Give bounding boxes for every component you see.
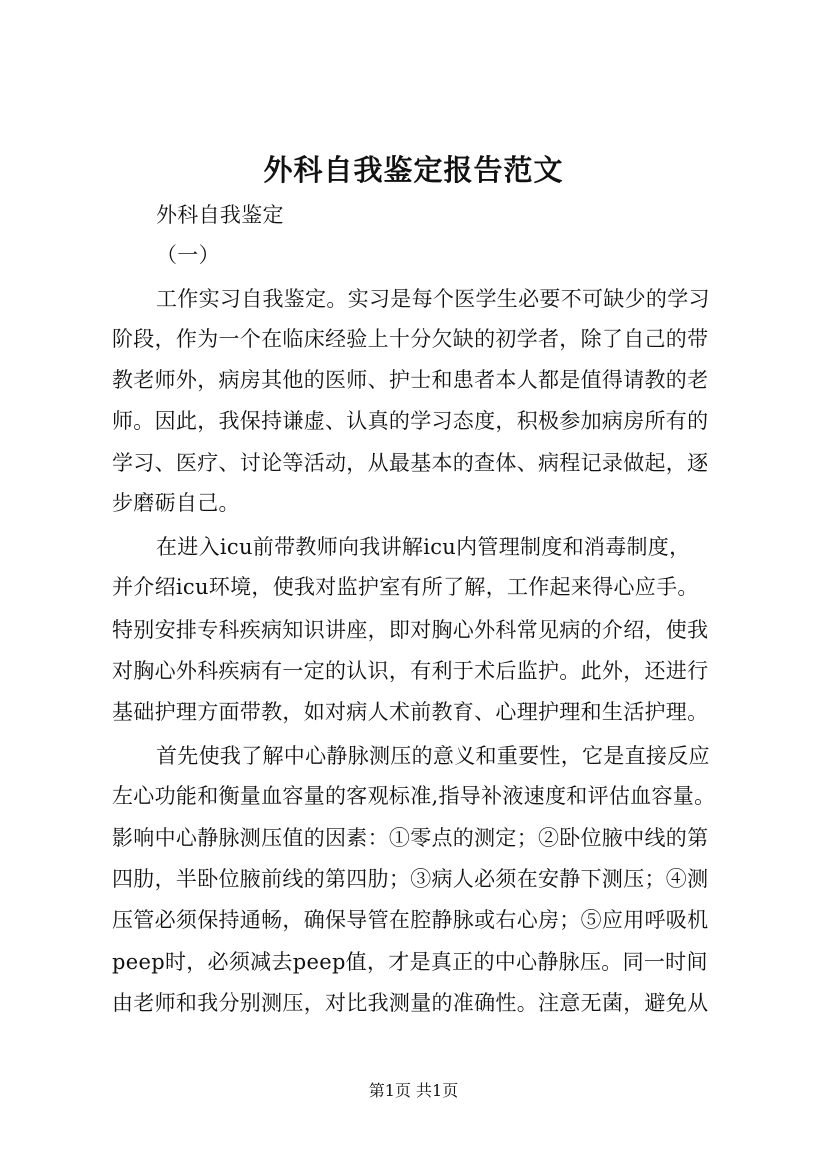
paragraph-line: 首先使我了解中心静脉测压的意义和重要性，它是直接反应: [156, 744, 710, 768]
document-title: 外科自我鉴定报告范文: [263, 153, 564, 187]
paragraph-line: 学习、医疗、讨论等活动，从最基本的查体、病程记录做起，逐: [112, 451, 709, 475]
paragraph-line: 工作实习自我鉴定。实习是每个医学生必要不可缺少的学习: [156, 287, 710, 311]
paragraph-line: 由老师和我分别测压，对比我测量的准确性。注意无菌，避免从: [112, 991, 709, 1015]
paragraph-line: 教老师外，病房其他的医师、护士和患者本人都是值得请教的老: [112, 368, 709, 392]
paragraph-line: 特别安排专科疾病知识讲座，即对胸心外科常见病的介绍，使我: [112, 618, 709, 642]
paragraph-line: 并介绍icu环境，使我对监护室有所了解，工作起来得心应手。: [112, 575, 699, 599]
section-number: （一）: [156, 243, 220, 267]
paragraph-line: 影响中心静脉测压值的因素：①零点的测定；②卧位腋中线的第: [112, 826, 709, 850]
paragraph-line: 在进入icu前带教师向我讲解icu内管理制度和消毒制度，: [156, 535, 691, 559]
paragraph-line: 阶段，作为一个在临床经验上十分欠缺的初学者，除了自己的带: [112, 327, 709, 351]
page-footer: 第1页 共1页: [368, 1081, 459, 1100]
paragraph-line: 步磨砺自己。: [112, 491, 240, 515]
paragraph-line: peep时，必须减去peep值，才是真正的中心静脉压。同一时间: [112, 950, 708, 974]
paragraph-line: 四肋，半卧位腋前线的第四肋；③病人必须在安静下测压；④测: [112, 867, 709, 891]
paragraph-line: 师。因此，我保持谦虚、认真的学习态度，积极参加病房所有的: [112, 409, 709, 433]
paragraph-line: 左心功能和衡量血容量的客观标准,指导补液速度和评估血容量。: [112, 784, 716, 808]
document-subtitle: 外科自我鉴定: [156, 203, 284, 227]
paragraph-line: 压管必须保持通畅，确保导管在腔静脉或右心房；⑤应用呼吸机: [112, 908, 709, 932]
paragraph-line: 基础护理方面带教，如对病人术前教育、心理护理和生活护理。: [112, 700, 709, 724]
paragraph-line: 对胸心外科疾病有一定的认识，有利于术后监护。此外，还进行: [112, 659, 709, 683]
